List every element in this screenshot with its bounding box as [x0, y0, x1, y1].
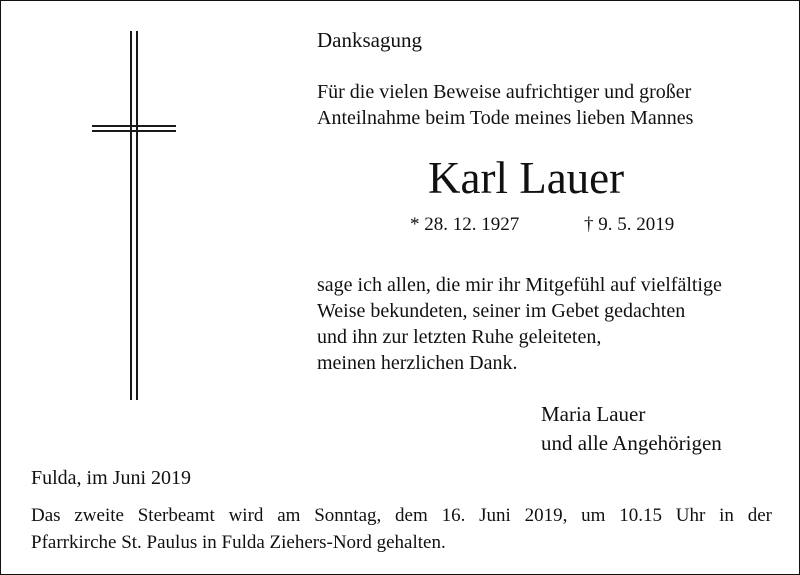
thanks-line: meinen herzlichen Dank. — [317, 352, 518, 374]
signature-line: und alle Angehörigen — [541, 431, 722, 455]
signature — [541, 400, 722, 458]
death-date: † 9. 5. 2019 — [584, 214, 675, 235]
intro-text — [317, 79, 693, 131]
cross-vertical-line-right — [136, 31, 138, 400]
service-notice-line: Pfarrkirche St. Paulus in Fulda Ziehers-Nord gehalten. — [31, 532, 446, 553]
thanks-line: und ihn zur letzten Ruhe geleiteten, — [317, 326, 602, 348]
cross-vertical-line-left — [130, 31, 132, 400]
place-date: Fulda, im Juni 2019 — [31, 467, 192, 489]
service-notice — [31, 502, 772, 556]
birth-date: * 28. 12. 1927 — [410, 214, 520, 235]
notice-heading: Danksagung — [317, 28, 422, 52]
cross-horizontal-line-top — [92, 125, 176, 127]
signature-line: Maria Lauer — [541, 402, 646, 426]
thanks-text — [317, 272, 722, 376]
life-dates — [410, 213, 675, 237]
thanks-line: Weise bekundeten, seiner im Gebet gedachten — [317, 300, 686, 322]
intro-line: Für die vielen Beweise aufrichtiger und großer — [317, 81, 692, 103]
service-notice-line: Das zweite Sterbeamt wird am Sonntag, dem 16. Juni 2019, um 10.15 Uhr in der — [31, 505, 772, 526]
cross-horizontal-line-bottom — [92, 130, 176, 132]
intro-line: Anteilnahme beim Tode meines lieben Mannes — [317, 107, 694, 129]
deceased-name: Karl Lauer — [428, 153, 625, 203]
thanks-line: sage ich allen, die mir ihr Mitgefühl auf vielfältige — [317, 274, 722, 296]
